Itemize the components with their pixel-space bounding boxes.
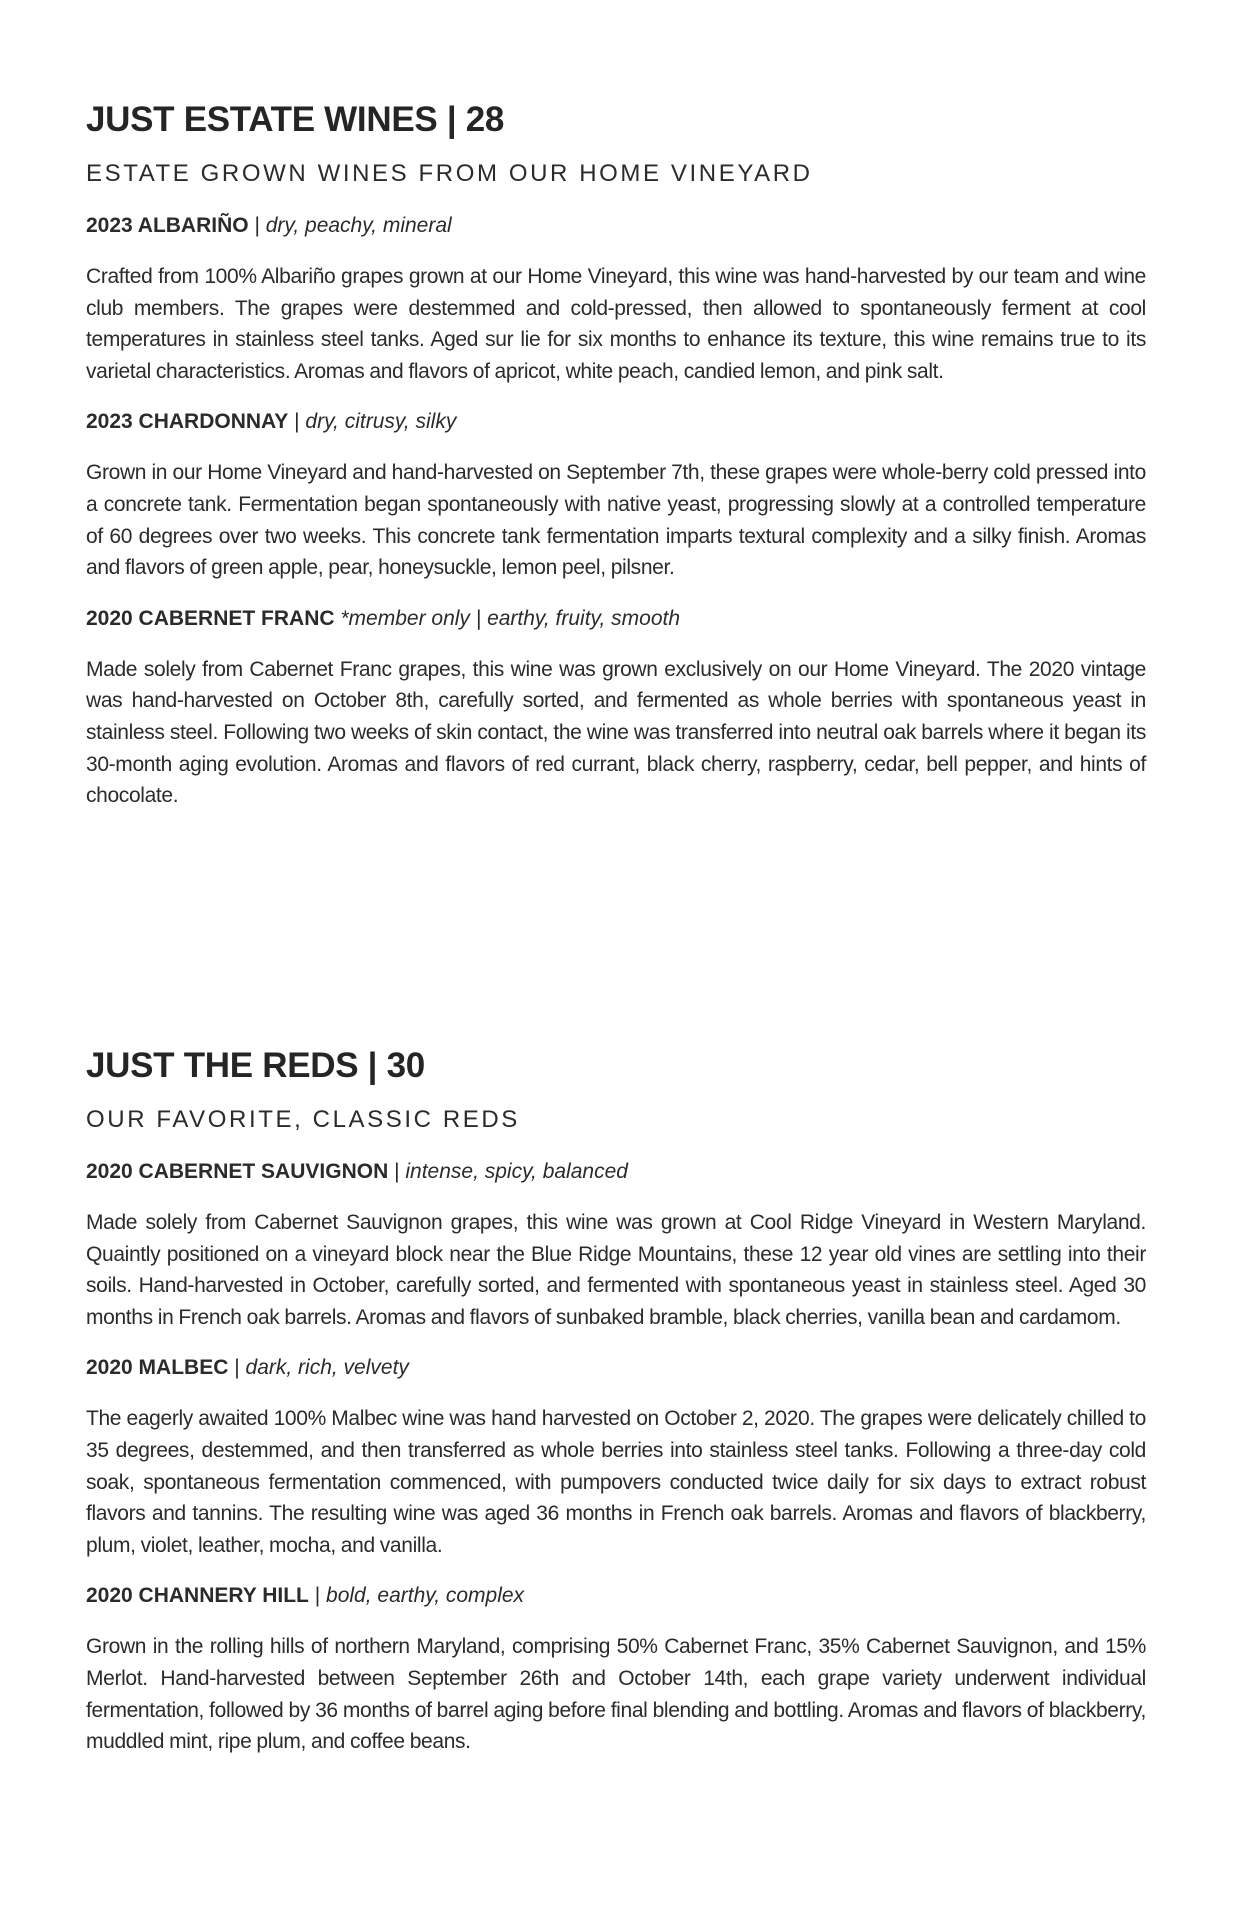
section-title: JUST THE REDS | 30	[86, 1046, 425, 1085]
wine-heading-cabernet-sauvignon	[86, 1158, 1146, 1186]
wine-name: 2020 CABERNET FRANC	[86, 606, 335, 630]
wine-heading-albarino	[86, 212, 1146, 240]
wine-description: Crafted from 100% Albariño grapes grown at our Home Vineyard, this wine was hand-harvested by our team and wine club members. The grapes were destemmed and cold-pressed, then allowed to spontaneously ferment at cool temperatures in stainless steel tanks. Aged sur lie for six months to enhance its texture, this wine remains true to its varietal characteristics. Aromas and flavors of apricot, white peach, candied lemon, and pink salt.	[86, 265, 1146, 383]
wine-heading-malbec	[86, 1354, 1146, 1382]
wine-separator: |	[388, 1160, 406, 1183]
wine-tasting-notes: dry, citrusy, silky	[305, 410, 457, 434]
wine-description: The eagerly awaited 100% Malbec wine was hand harvested on October 2, 2020. The grapes were delicately chilled to 35 degrees, destemmed, and then transferred as whole berries into stainless steel tanks. Following a three-day cold soak, spontaneous fermentation commenced, with pumpovers conducted twice daily for six days to extract robust flavors and tannins. The resulting wine was aged 36 months in French oak barrels. Aromas and flavors of blackberry, plum, violet, leather, mocha, and vanilla.	[86, 1407, 1146, 1557]
wine-name: 2023 ALBARIÑO	[86, 214, 249, 237]
estate-wines-section	[86, 98, 1146, 812]
wine-name: 2020 CHANNERY HILL	[86, 1584, 309, 1608]
reds-section	[86, 1044, 1146, 1758]
wine-description: Made solely from Cabernet Franc grapes, this wine was grown exclusively on our Home Vineyard. The 2020 vintage was hand-harvested on October 8th, carefully sorted, and fermented as whole berries with spontaneous yeast in stainless steel. Following two weeks of skin contact, the wine was transferred into neutral oak barrels where it began its 30-month aging evolution. Aromas and flavors of red currant, black cherry, raspberry, cedar, bell pepper, and hints of chocolate.	[86, 657, 1146, 808]
wine-separator: |	[248, 214, 266, 237]
section-title: JUST ESTATE WINES | 28	[86, 100, 505, 139]
wine-tasting-notes: dry, peachy, mineral	[265, 214, 452, 237]
wine-separator: |	[288, 410, 306, 434]
wine-separator: |	[228, 1356, 246, 1380]
wine-tasting-notes: earthy, fruity, smooth	[487, 606, 681, 630]
wine-description: Grown in our Home Vineyard and hand-harvested on September 7th, these grapes were whole-berry cold pressed into a concrete tank. Fermentation began spontaneously with native yeast, progressing slowly at a controlled temperature of 60 degrees over two weeks. This concrete tank fermentation imparts textural complexity and a silky finish. Aromas and flavors of green apple, pear, honeysuckle, lemon peel, pilsner.	[86, 461, 1146, 580]
wine-tasting-notes: intense, spicy, balanced	[405, 1160, 628, 1183]
section-subtitle: OUR FAVORITE, CLASSIC REDS	[86, 1106, 520, 1133]
wine-name: 2020 CABERNET SAUVIGNON	[86, 1160, 389, 1183]
wine-heading-chardonnay	[86, 408, 1146, 436]
wine-name: 2020 MALBEC	[86, 1356, 229, 1380]
wine-heading-channery-hill	[86, 1582, 1146, 1610]
wine-tasting-notes: bold, earthy, complex	[326, 1584, 525, 1608]
section-subtitle: ESTATE GROWN WINES FROM OUR HOME VINEYARD	[86, 160, 813, 187]
wine-description: Grown in the rolling hills of northern Maryland, comprising 50% Cabernet Franc, 35% Cabernet Sauvignon, and 15% Merlot. Hand-harvested between September 26th and October 14th, each grape variety underwent individual fermentation, followed by 36 months of barrel aging before final blending and bottling. Aromas and flavors of blackberry, muddled mint, ripe plum, and coffee beans.	[86, 1635, 1146, 1754]
wine-description: Made solely from Cabernet Sauvignon grapes, this wine was grown at Cool Ridge Vineyard in Western Maryland. Quaintly positioned on a vineyard block near the Blue Ridge Mountains, these 12 year old vines are settling into their soils. Hand-harvested in October, carefully sorted, and fermented with spontaneous yeast in stainless steel. Aged 30 months in French oak barrels. Aromas and flavors of sunbaked bramble, black cherries, vanilla bean and cardamom.	[86, 1211, 1146, 1329]
wine-name: 2023 CHARDONNAY	[86, 410, 289, 434]
wine-separator: *member only |	[334, 606, 488, 630]
wine-separator: |	[308, 1584, 327, 1608]
wine-heading-cabernet-franc	[86, 605, 1146, 633]
wine-tasting-notes: dark, rich, velvety	[245, 1356, 409, 1380]
